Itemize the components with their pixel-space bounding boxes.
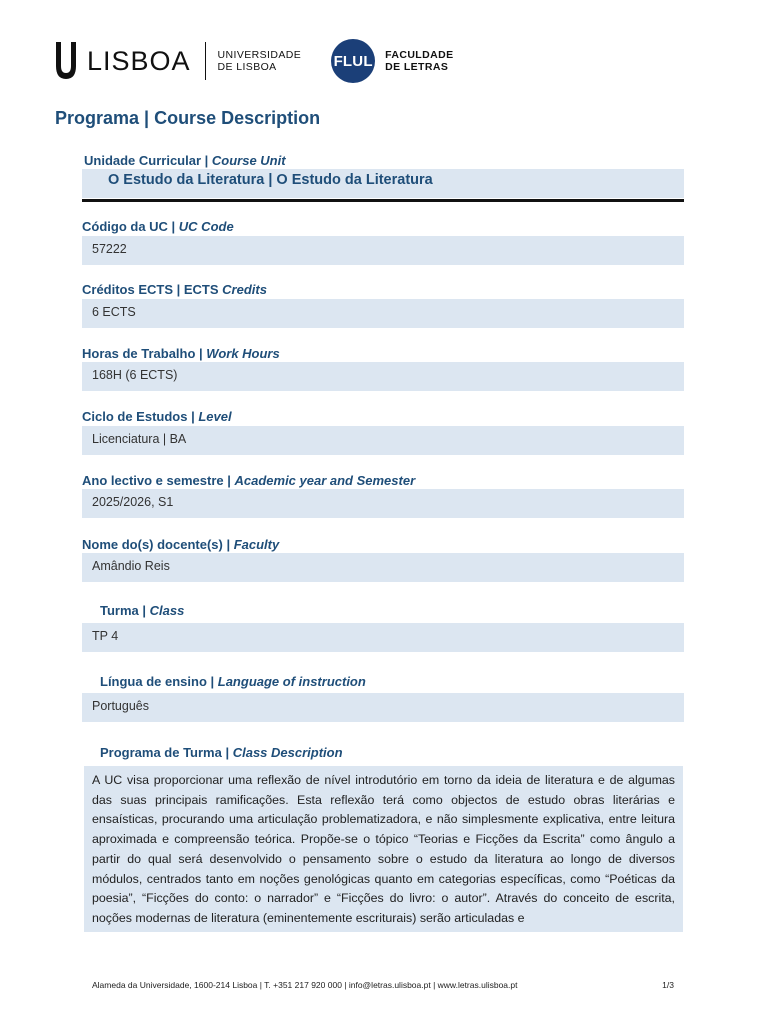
logo-divider: [205, 42, 206, 80]
lisboa-wordmark: LISBOA: [87, 45, 191, 76]
hours-value: 168H (6 ECTS): [82, 362, 684, 391]
ulisboa-sub-line-2: DE LISBOA: [217, 61, 277, 73]
section-rule: [82, 199, 684, 202]
flul-logo: [331, 39, 375, 83]
code-label: [82, 219, 234, 234]
description-label: [100, 745, 343, 760]
credits-label-pt: Créditos ECTS | ECTS: [82, 282, 223, 297]
code-label-pt: Código da UC |: [82, 219, 179, 234]
faculty-value: Amândio Reis: [82, 553, 684, 582]
year-label: [82, 473, 415, 488]
unit-label: [84, 153, 286, 168]
faculty-sub-line-1: FACULDADE: [385, 49, 454, 61]
class-label: [100, 603, 184, 618]
language-label-en: Language of instruction: [217, 674, 366, 689]
faculty-subtitle: [385, 49, 453, 73]
hours-label: [82, 346, 280, 361]
page-number: 1/3: [662, 980, 674, 990]
level-label-pt: Ciclo de Estudos |: [82, 409, 199, 424]
year-label-en: Academic year and Semester: [234, 473, 416, 488]
unit-value-box: [82, 169, 684, 198]
hours-label-en: Work Hours: [206, 346, 280, 361]
language-label: [100, 674, 366, 689]
credits-label-en: Credits: [222, 282, 267, 297]
class-label-pt: Turma |: [100, 603, 150, 618]
u-mark-icon: [54, 42, 78, 80]
description-label-pt: Programa de Turma |: [100, 745, 233, 760]
ulisboa-subtitle: [218, 49, 302, 73]
ulisboa-logo: [54, 42, 301, 80]
page-footer: [92, 980, 674, 990]
description-label-en: Class Description: [232, 745, 343, 760]
footer-address: Alameda da Universidade, 1600-214 Lisboa | T. +351 217 920 000 | info@letras.ulisboa.pt | www.letras.ulisboa.pt: [92, 980, 518, 990]
year-value: 2025/2026, S1: [82, 489, 684, 518]
level-label: [82, 409, 232, 424]
faculty-sub-line-2: DE LETRAS: [385, 61, 449, 73]
faculty-label-pt: Nome do(s) docente(s) |: [82, 537, 234, 552]
header-logos: [54, 40, 453, 82]
faculty-label-en: Faculty: [233, 537, 280, 552]
unit-value: O Estudo da Literatura | O Estudo da Literatura: [108, 172, 433, 188]
class-value: TP 4: [82, 623, 684, 652]
credits-value: 6 ECTS: [82, 299, 684, 328]
unit-label-en: Course Unit: [211, 153, 286, 168]
unit-label-pt: Unidade Curricular |: [84, 153, 212, 168]
credits-label: [82, 282, 267, 297]
faculty-label: [82, 537, 279, 552]
language-label-pt: Língua de ensino |: [100, 674, 218, 689]
hours-label-pt: Horas de Trabalho |: [82, 346, 207, 361]
code-label-en: UC Code: [178, 219, 234, 234]
description-text: A UC visa proporcionar uma reflexão de nível introdutório em torno da ideia de literatura e de algumas das suas principais ramificações. Esta reflexão terá como objectos de estudo obras literárias e ensaísticas, procurando uma articulação problematizadora, e não simplesmente explicativa, entre leitura aproximada e compreensão teórica. Propõe-se o tópico “Teorias e Ficções da Escrita” como ângulo a partir do qual será desenvolvido o pensamento sobre o estudo da literatura ao longo de diversos módulos, centrados tanto em noções genológicas quanto em categorias específicas, como “Poéticas da poesia”, “Ficções do conto: o narrador” e “Ficções do livro: o autor”. Através do conceito de escrita, noções modernas de literatura (eminentemente escriturais) serão articuladas e: [84, 766, 683, 932]
class-label-en: Class: [149, 603, 185, 618]
language-value: Português: [82, 693, 684, 722]
page-title: Programa | Course Description: [55, 108, 321, 128]
level-label-en: Level: [198, 409, 232, 424]
code-value: 57222: [82, 236, 684, 265]
flul-mark: FLUL: [333, 52, 373, 70]
year-label-pt: Ano lectivo e semestre |: [82, 473, 235, 488]
level-value: Licenciatura | BA: [82, 426, 684, 455]
ulisboa-sub-line-1: UNIVERSIDADE: [217, 49, 302, 61]
